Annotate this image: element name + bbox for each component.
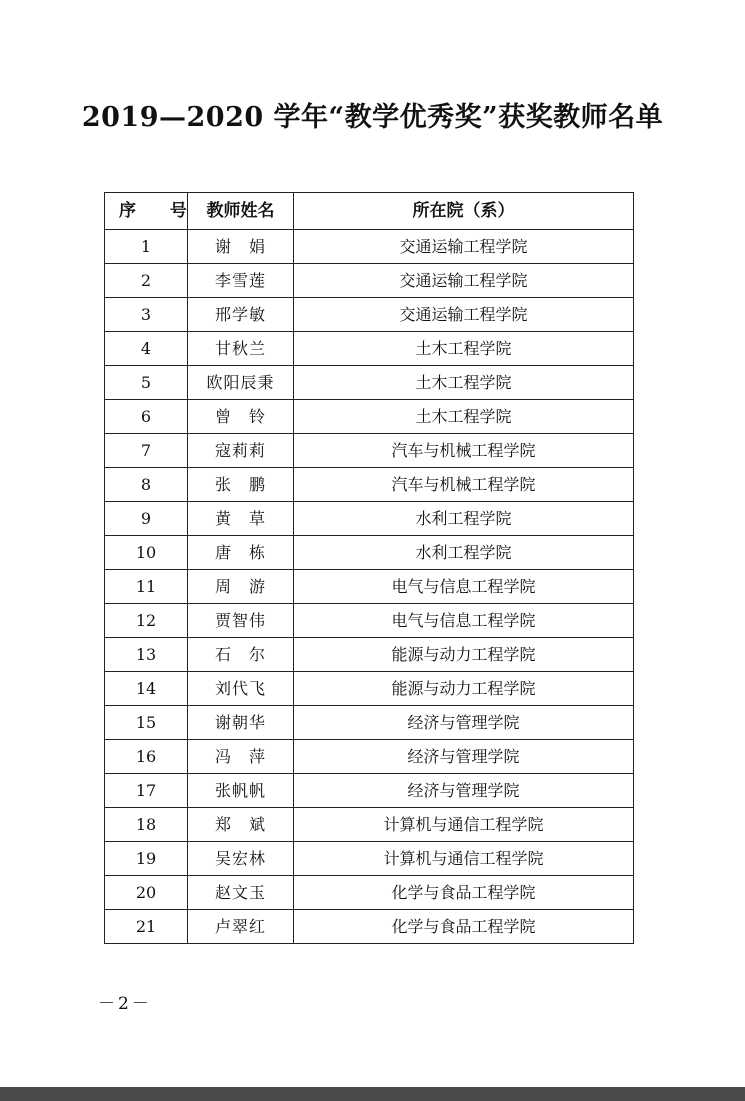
teacher-name-cell: 赵文玉 [188,876,294,910]
table-row [105,638,634,672]
seq-cell: 6 [105,400,188,434]
teacher-name-cell: 张 鹏 [188,468,294,502]
seq-cell: 12 [105,604,188,638]
seq-cell: 5 [105,366,188,400]
seq-cell: 13 [105,638,188,672]
teacher-name-cell: 寇莉莉 [188,434,294,468]
department-cell: 计算机与通信工程学院 [294,808,634,842]
table-row [105,298,634,332]
department-cell: 化学与食品工程学院 [294,910,634,944]
department-cell: 水利工程学院 [294,502,634,536]
column-header-seq-label: 序 号 [119,201,201,221]
table-row [105,264,634,298]
teacher-name-cell: 刘代飞 [188,672,294,706]
table-row [105,536,634,570]
seq-cell: 11 [105,570,188,604]
teacher-name-cell: 周 游 [188,570,294,604]
table-row [105,434,634,468]
teacher-name-cell: 曾 铃 [188,400,294,434]
seq-cell: 17 [105,774,188,808]
department-cell: 汽车与机械工程学院 [294,434,634,468]
table-row [105,570,634,604]
department-cell: 水利工程学院 [294,536,634,570]
seq-cell: 21 [105,910,188,944]
teacher-name-cell: 黄 草 [188,502,294,536]
seq-cell: 4 [105,332,188,366]
table-row [105,604,634,638]
department-cell: 电气与信息工程学院 [294,604,634,638]
department-cell: 土木工程学院 [294,400,634,434]
teacher-name-cell: 石 尔 [188,638,294,672]
seq-cell: 18 [105,808,188,842]
seq-cell: 15 [105,706,188,740]
teacher-name-cell: 欧阳辰秉 [188,366,294,400]
seq-cell: 1 [105,230,188,264]
seq-cell: 20 [105,876,188,910]
table-row [105,672,634,706]
department-cell: 汽车与机械工程学院 [294,468,634,502]
teacher-name-cell: 唐 栋 [188,536,294,570]
table-row [105,910,634,944]
seq-cell: 16 [105,740,188,774]
teacher-name-cell: 张帆帆 [188,774,294,808]
seq-cell: 10 [105,536,188,570]
seq-cell: 3 [105,298,188,332]
department-cell: 交通运输工程学院 [294,298,634,332]
table-row [105,842,634,876]
department-cell: 经济与管理学院 [294,706,634,740]
table-row [105,740,634,774]
seq-cell: 14 [105,672,188,706]
table-row [105,502,634,536]
table-row [105,332,634,366]
column-header-name: 教师姓名 [188,193,294,230]
seq-cell: 19 [105,842,188,876]
award-teacher-table [104,192,634,944]
table-header-row [105,193,634,230]
table-row [105,366,634,400]
teacher-name-cell: 李雪莲 [188,264,294,298]
teacher-name-cell: 谢 娟 [188,230,294,264]
seq-cell: 9 [105,502,188,536]
teacher-name-cell: 冯 萍 [188,740,294,774]
department-cell: 经济与管理学院 [294,774,634,808]
column-header-seq [105,193,201,230]
teacher-name-cell: 谢朝华 [188,706,294,740]
department-cell: 计算机与通信工程学院 [294,842,634,876]
teacher-name-cell: 甘秋兰 [188,332,294,366]
seq-cell: 2 [105,264,188,298]
department-cell: 经济与管理学院 [294,740,634,774]
seq-cell: 7 [105,434,188,468]
table-body [105,230,634,944]
department-cell: 土木工程学院 [294,366,634,400]
table-row [105,808,634,842]
department-cell: 能源与动力工程学院 [294,672,634,706]
teacher-name-cell: 邢学敏 [188,298,294,332]
column-header-dept: 所在院（系） [294,193,634,230]
page-number: －2－ [98,994,152,1014]
viewer-bottom-bar [0,1087,745,1101]
table-row [105,876,634,910]
table-row [105,774,634,808]
department-cell: 电气与信息工程学院 [294,570,634,604]
department-cell: 交通运输工程学院 [294,264,634,298]
teacher-name-cell: 贾智伟 [188,604,294,638]
teacher-name-cell: 郑 斌 [188,808,294,842]
table-row [105,400,634,434]
department-cell: 能源与动力工程学院 [294,638,634,672]
seq-cell: 8 [105,468,188,502]
table-row [105,706,634,740]
department-cell: 土木工程学院 [294,332,634,366]
table-row [105,230,634,264]
teacher-name-cell: 吴宏林 [188,842,294,876]
table-row [105,468,634,502]
department-cell: 化学与食品工程学院 [294,876,634,910]
page-title: 2019—2020 学年“教学优秀奖”获奖教师名单 [81,102,664,134]
teacher-name-cell: 卢翠红 [188,910,294,944]
department-cell: 交通运输工程学院 [294,230,634,264]
